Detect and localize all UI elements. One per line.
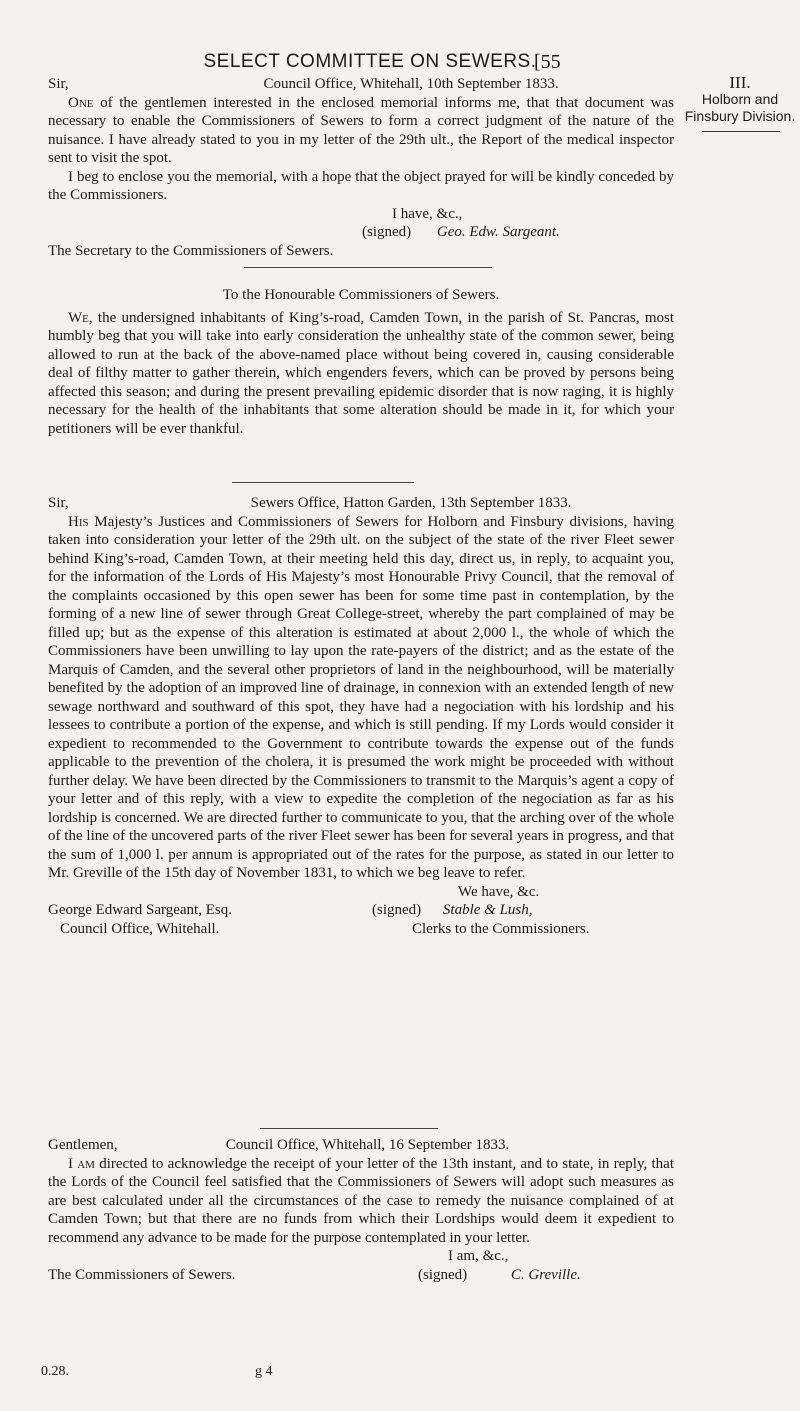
memorial-heading: To the Honourable Commissioners of Sewers. bbox=[222, 287, 500, 303]
letter-3-body bbox=[48, 1155, 674, 1248]
memorial-lead: We bbox=[68, 309, 89, 326]
letter-1-paragraph-2: I beg to enclose you the memorial, with a hope that the object prayed for will be kindly conceded by the Commissioners. bbox=[48, 168, 674, 203]
footer-sheet-number: 0.28. bbox=[41, 1364, 69, 1379]
letter-2-addressee-place: Council Office, Whitehall. bbox=[60, 920, 220, 937]
separator-1 bbox=[244, 267, 492, 268]
letter-3-salutation: Gentlemen, bbox=[48, 1137, 118, 1153]
margin-rule bbox=[702, 131, 780, 132]
letter-2-salutation: Sir, bbox=[48, 495, 69, 511]
letter-3-signature: C. Greville. bbox=[510, 1266, 581, 1283]
letter-2-signature-line bbox=[372, 901, 674, 920]
letter-1-signature-line bbox=[48, 223, 674, 242]
margin-note bbox=[680, 74, 800, 132]
letter-3-dateline bbox=[48, 1136, 674, 1155]
letter-3-signature-line bbox=[418, 1266, 674, 1285]
letter-1-signed: (signed) bbox=[362, 224, 412, 240]
letter-3 bbox=[48, 1136, 674, 1284]
margin-line-1: Holborn and bbox=[701, 91, 779, 107]
letter-3-text: directed to acknowledge the receipt of your letter of the 13th instant, and to state, in reply, that the Lords of the Council feel satisfied that the Commissioners of Sewers will adopt such measures as are best calculated under all the circumstances of the case to remedy the nuisance complained of at Camden Town; but that there are no funds from which their Lordships would deem it expedient to recommend any advance to be made for the purpose contemplated in your letter. bbox=[48, 1155, 674, 1246]
letter-2 bbox=[48, 494, 674, 938]
letter-1-signature: Geo. Edw. Sargeant. bbox=[436, 224, 560, 240]
separator-3 bbox=[260, 1128, 438, 1129]
letter-2-dateline bbox=[48, 494, 674, 513]
letter-2-signer-title: Clerks to the Commissioners. bbox=[412, 920, 590, 937]
letter-1-p1-body: of the gentlemen interested in the enclosed memorial informs me, that that document was necessary to enable the Commissioners of Sewers to form a correct judgment of the nature of the nuisance. I have already stated to you in my letter of the 29th ult., the Report of the medical inspector sent to visit the spot. bbox=[48, 94, 674, 166]
letter-3-signed: (signed) bbox=[418, 1266, 468, 1283]
letter-1-addressee: The Secretary to the Commissioners of Sewers. bbox=[48, 242, 334, 259]
letter-1-date: Council Office, Whitehall, 10th September 1833. bbox=[263, 76, 559, 92]
letter-2-text: Majesty’s Justices and Commissioners of Sewers for Holborn and Finsbury divisions, having taken into consideration your letter of the 29th ult. on the subject of the state of the river Fleet sewer behind King’s-road, Camden Town, at their meeting held this day, direct us, in reply, to acquaint you, for the information of the Lords of His Majesty’s most Honourable Privy Council, that the removal of the complaints occasioned by this open sewer has been for some time past in contemplation, by the forming of a new line of sewer through Great College-street, whereby the part complained of may be filled up; but as the expense of this alteration is estimated at about 2,000 l., the whole of which the Commissioners have been unwilling to lay upon the rate-payers of the district; and as the estate of the Marquis of Camden, and the several other proprietors of land in the neighbourhood, will be materially benefited by the adoption of an improved line of drainage, in connexion with an extended length of new sewage northward and southward of this spot, they have had a negociation with his lordship and his lessees to contribute a portion of the expense, and which is still pending. If my Lords would consider it expedient to recommended to the Government to contribute towards the expense out of the funds applicable to the prevention of the cholera, it is presumed the work might be proceeded with without further delay. We have been directed by the Commissioners to transmit to the Marquis’s agent a copy of your letter and of this reply, with a view to expedite the completion of the negociation as far as his lordship is concerned. We are directed further to communicate to you, that the arching over of the whole of the line of the uncovered parts of the river Fleet sewer has been for several years in progress, and that the sum of 1,000 l. per annum is appropriated out of the rates for the purpose, as stated in our letter to Mr. Greville of the 15th day of November 1831, to which we beg leave to refer. bbox=[48, 513, 674, 881]
memorial bbox=[48, 286, 674, 438]
letter-2-lead: His bbox=[68, 513, 89, 530]
letter-3-date: Council Office, Whitehall, 16 September 1833. bbox=[225, 1137, 510, 1153]
letter-1-dateline bbox=[48, 75, 674, 94]
letter-2-addressee-name: George Edward Sargeant, Esq. bbox=[48, 902, 232, 918]
page-title: SELECT COMMITTEE ON SEWERS. bbox=[203, 51, 537, 72]
memorial-text: , the undersigned inhabitants of King’s-road, Camden Town, in the parish of St. Pancras, most humbly beg that you will take into early consideration the unhealthy state of the common sewer, being allowed to run at the back of the above-named place without being covered in, causing considerable deal of filthy matter to gather therein, which engenders fevers, which can be proved by persons being affected this season; and during the present prevailing epidemic disorder that is now raging, it is highly necessary for the health of the inhabitants that some alteration should be made in it, for which your petitioners will be ever thankful. bbox=[48, 309, 674, 437]
margin-line-2: Finsbury Division. bbox=[684, 108, 796, 124]
letter-2-closing: We have, &c. bbox=[458, 883, 540, 900]
footer-signature-mark: g 4 bbox=[255, 1364, 273, 1379]
letter-3-lead: I am bbox=[68, 1155, 95, 1172]
margin-roman: III. bbox=[729, 73, 751, 92]
letter-2-date: Sewers Office, Hatton Garden, 13th September 1833. bbox=[250, 495, 572, 511]
letter-1-salutation: Sir, bbox=[48, 76, 69, 92]
letter-1 bbox=[48, 75, 674, 260]
letter-1-lead: One bbox=[68, 94, 94, 111]
page-number: [55 bbox=[534, 51, 561, 73]
letter-3-footer-block bbox=[48, 1266, 674, 1285]
separator-2 bbox=[232, 482, 414, 483]
letter-1-paragraph-1 bbox=[48, 94, 674, 168]
letter-3-addressee: The Commissioners of Sewers. bbox=[48, 1266, 236, 1283]
letter-2-body bbox=[48, 513, 674, 883]
letter-2-signature: Stable & Lush, bbox=[442, 902, 533, 918]
memorial-body bbox=[48, 309, 674, 439]
letter-2-signed: (signed) bbox=[372, 902, 422, 918]
letter-2-place-block bbox=[48, 920, 674, 939]
letter-2-addressee-block bbox=[48, 901, 674, 920]
letter-3-closing: I am, &c., bbox=[448, 1248, 509, 1264]
letter-1-closing: I have, &c., bbox=[392, 205, 463, 222]
